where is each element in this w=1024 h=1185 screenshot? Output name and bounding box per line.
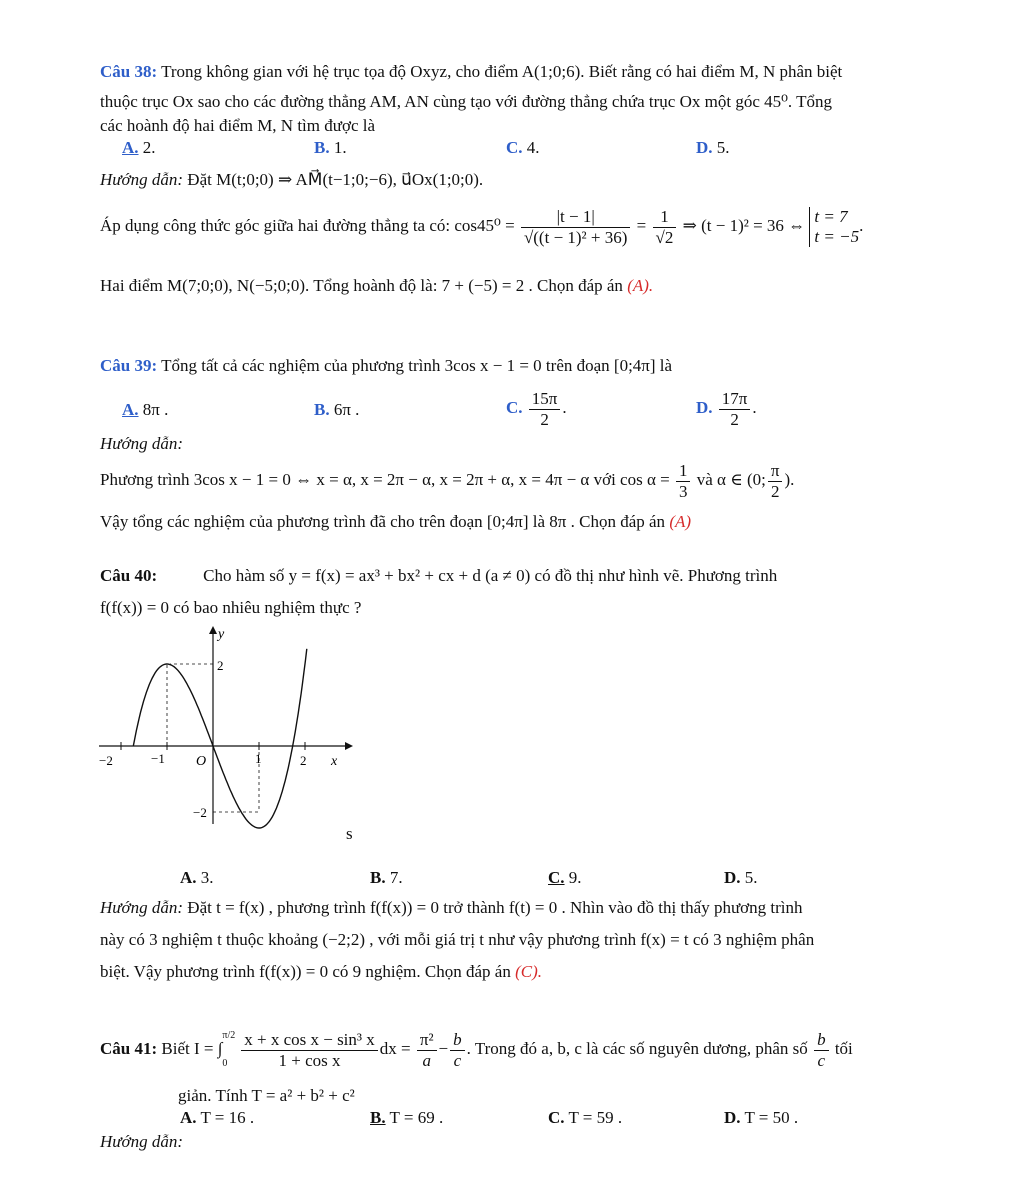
q38-line-2: thuộc trục Ox sao cho các đường thẳng AM, AN cùng tạo với đường thẳng chứa trục Ox một góc 45⁰. Tổng — [100, 92, 833, 111]
q39-line-1: Câu 39: Tổng tất cả các nghiệm của phương trình 3cos x − 1 = 0 trên đoạn [0;4π] là — [100, 356, 673, 375]
tick-label-y2: 2 — [217, 658, 224, 673]
q38-hint-2: Áp dụng công thức góc giữa hai đường thẳng ta có: cos45⁰ = $\frac{|t - 1|}{\text{√((t − 1)² + 36)}}$ = $\frac{1}{√2}$ ⇒ (t − 1)² = 36 ⇔ t = 7 t = −5 . — [100, 206, 864, 247]
q39-option-a: A. 8π . — [122, 400, 169, 419]
q41-option-c: C. T = 59 . — [548, 1108, 623, 1127]
q38-hint-2-text: Áp dụng công thức góc giữa hai đường thẳng ta có: cos45⁰ = — [100, 216, 515, 235]
q38-label: Câu 38: — [100, 62, 158, 81]
y-axis-label: y — [218, 627, 225, 642]
q38-fraction-2: $\frac{1}{√2}$ — [653, 207, 677, 248]
q38-option-a: A. 2. — [122, 138, 156, 157]
y-axis-arrow — [209, 626, 217, 634]
q38-hint-3: Hai điểm M(7;0;0), N(−5;0;0). Tổng hoành độ là: 7 + (−5) = 2 . Chọn đáp án (A). — [100, 276, 654, 295]
x-axis-arrow — [345, 742, 353, 750]
q40-line-1: Câu 40: Cho hàm số y = f(x) = ax³ + bx² + cx + d (a ≠ 0) có đồ thị như hình vẽ. Phương trình — [100, 566, 778, 585]
q38-system: t = 7 t = −5 — [809, 207, 859, 247]
q40-label: Câu 40: — [100, 566, 158, 585]
q40-line-2: f(f(x)) = 0 có bao nhiêu nghiệm thực ? — [100, 598, 362, 617]
q39-option-b: B. 6π . — [314, 400, 360, 419]
q40-option-b: B. 7. — [370, 868, 403, 887]
q40-option-c: C. 9. — [548, 868, 582, 887]
q40-hint-1: Hướng dẫn: Đặt t = f(x) , phương trình f(f(x)) = 0 trở thành f(t) = 0 . Nhìn vào đồ thị thấy phương trình — [100, 898, 803, 917]
q38-hint-text-1: Đặt M(t;0;0) ⇒ AM⃗(t−1;0;−6), u⃗Ox(1;0;0). — [183, 170, 484, 189]
q39-hint-2: Vậy tổng các nghiệm của phương trình đã cho trên đoạn [0;4π] là 8π . Chọn đáp án (A) — [100, 512, 692, 531]
q38-option-c: C. 4. — [506, 138, 540, 157]
x-axis-label: x — [331, 754, 338, 769]
q41-integral-limits: π/2 0 — [222, 1030, 236, 1070]
q41-option-d: D. T = 50 . — [724, 1108, 799, 1127]
q38-line-3: các hoành độ hai điểm M, N tìm được là — [100, 116, 376, 135]
q38-hint-label: Hướng dẫn: — [100, 170, 184, 189]
q39-option-c: C. $\frac{15\pi}{2}$ . — [506, 388, 567, 429]
cubic-function-graph — [95, 620, 365, 830]
q38-option-b: B. 1. — [314, 138, 347, 157]
q40-hint-2: này có 3 nghiệm t thuộc khoảng (−2;2) , với mỗi giá trị t như vậy phương trình f(x) = t có 3 nghiệm phân — [100, 930, 815, 949]
q38-answer: (A). — [627, 276, 654, 295]
q39-label: Câu 39: — [100, 356, 158, 375]
q38-option-d: D. 5. — [696, 138, 730, 157]
cubic-curve — [133, 649, 306, 828]
q40-option-d: D. 5. — [724, 868, 758, 887]
tick-label-x1: 1 — [255, 751, 262, 766]
q38-fraction-1: $\frac{|t - 1|}{\text{√((t − 1)² + 36)}}$ — [521, 207, 630, 248]
q40-option-a: A. 3. — [180, 868, 214, 887]
q41-option-a: A. T = 16 . — [180, 1108, 255, 1127]
q40-stray-char: s — [346, 824, 353, 843]
q38-hint-1 — [100, 168, 934, 192]
origin-label: O — [196, 754, 207, 769]
q39-hint-1: Phương trình 3cos x − 1 = 0 ⇔ x = α, x = 2π − α, x = 2π + α, x = 4π − α với cos α = $\frac{1}{3}$ và α ∈ (0; $\frac{\pi}{2}$ ). — [100, 460, 795, 501]
q38-line-1 — [100, 60, 934, 84]
q41-option-b: B. T = 69 . — [370, 1108, 444, 1127]
q39-hint-label: Hướng dẫn: — [100, 434, 184, 453]
tick-label-x2: 2 — [300, 753, 307, 768]
q41-label: Câu 41: — [100, 1039, 158, 1058]
q40-hint-3: biệt. Vậy phương trình f(f(x)) = 0 có 9 nghiệm. Chọn đáp án (C). — [100, 962, 543, 981]
tick-label-xm1: −1 — [151, 751, 165, 766]
q41-line-1: Câu 41: Biết I = ∫ π/2 0 $\frac{\text{x + x cos x − sin³ x}}{\text{1 + cos x}}$ dx = $\frac{\text{π²}}{a}$ − $\frac{b}{c}$ . Trong đó a, b, c là các số nguyên dương, phân số $\frac{b}{c}$ tối — [100, 1029, 853, 1070]
q39-option-d: D. $\frac{17\pi}{2}$ . — [696, 388, 757, 429]
q38-text-1: Trong không gian với hệ trục tọa độ Oxyz, cho điểm A(1;0;6). Biết rằng có hai điểm M, N phân biệt — [157, 62, 843, 81]
q40-answer: (C). — [515, 962, 543, 981]
tick-label-ym2: −2 — [193, 805, 207, 820]
q41-line-2: giản. Tính T = a² + b² + c² — [178, 1086, 355, 1105]
tick-label-xm2: −2 — [99, 753, 113, 768]
q39-answer: (A) — [669, 512, 692, 531]
q41-hint-label: Hướng dẫn: — [100, 1132, 184, 1151]
